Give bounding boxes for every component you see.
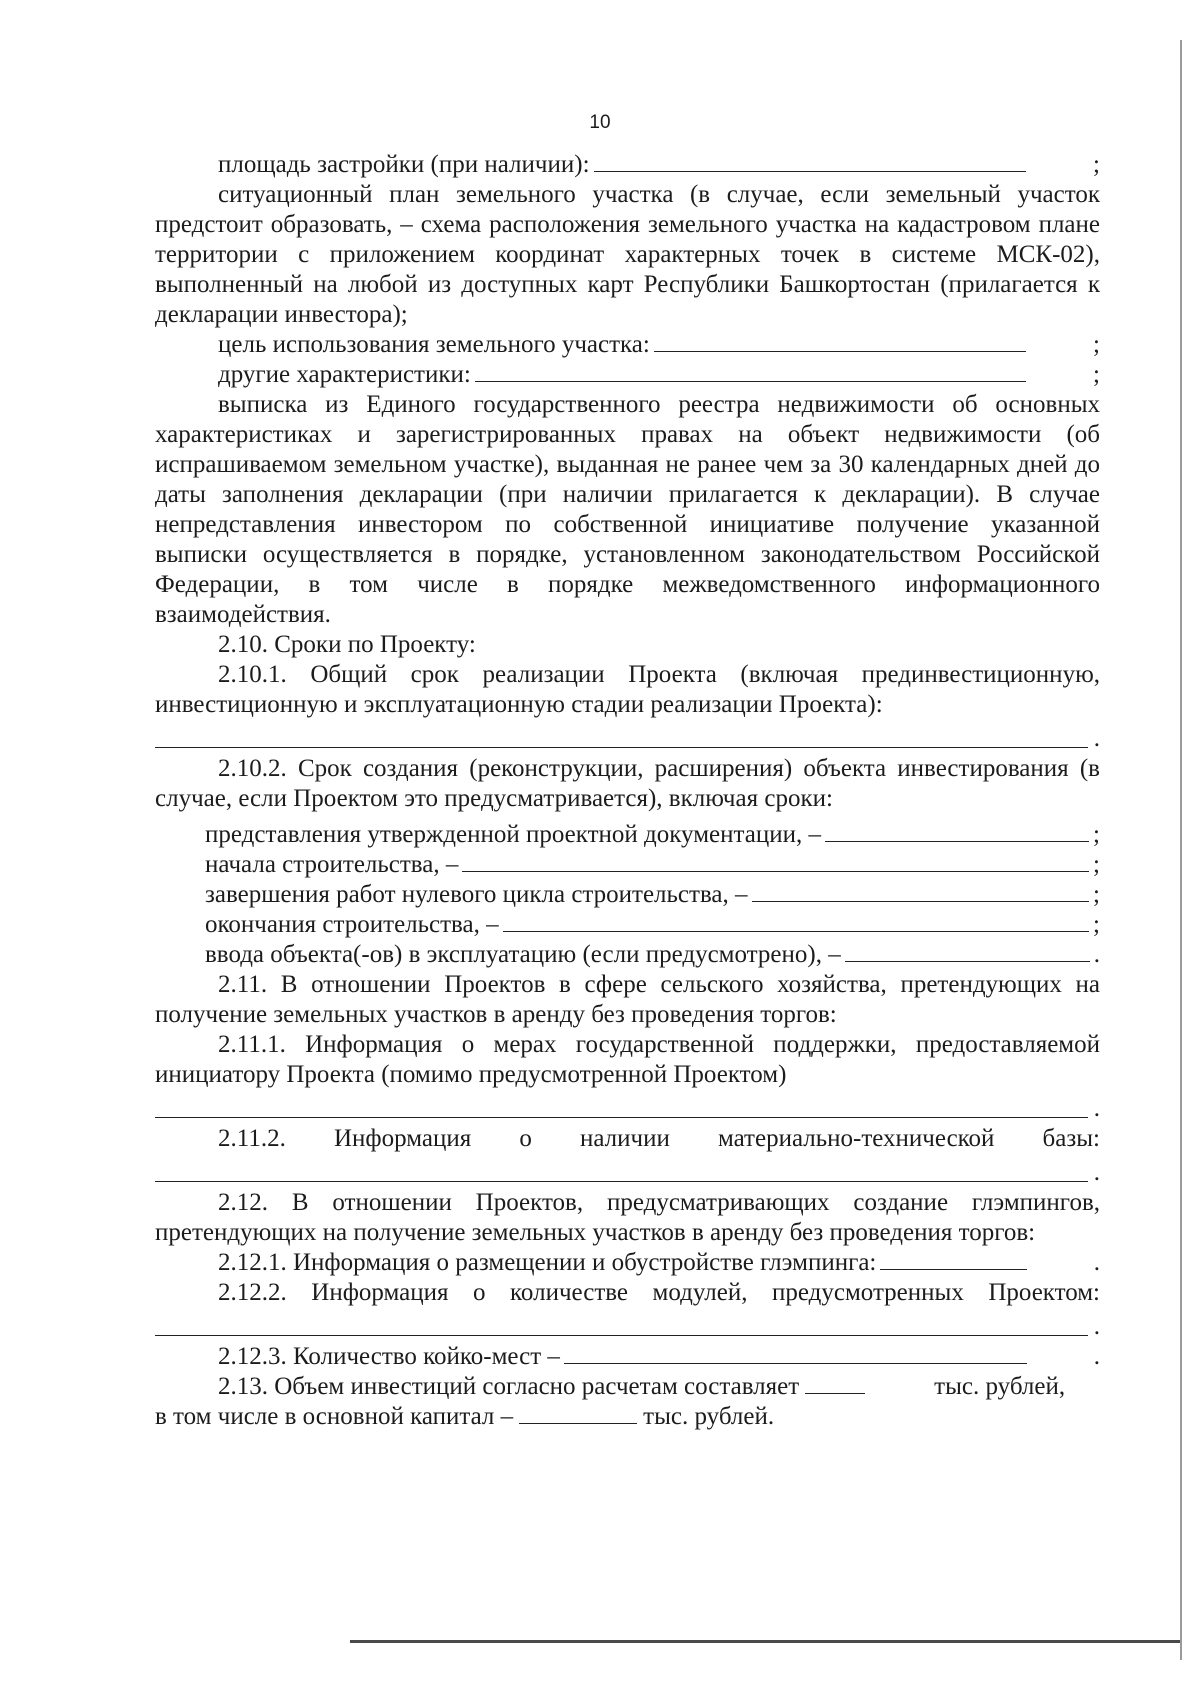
scan-bottom-line <box>350 1640 1180 1643</box>
punct: ; <box>1093 881 1100 908</box>
punct: . <box>1093 1313 1100 1340</box>
term-construction-start-blank <box>462 870 1089 872</box>
section-2-12-1-line <box>155 1248 1100 1278</box>
section-2-11-2-blank <box>155 1181 1088 1182</box>
punct: . <box>1093 725 1100 752</box>
punct: ; <box>1093 331 1100 358</box>
build-area-line <box>155 150 1100 180</box>
term-construction-start-line <box>155 850 1100 880</box>
investment-capital-blank <box>519 1422 637 1424</box>
term-construction-end-blank <box>503 930 1089 932</box>
section-2-13-line-2 <box>155 1402 1100 1432</box>
punct: ; <box>1093 851 1100 878</box>
section-2-13-capital-unit: тыс. рублей. <box>643 1403 775 1430</box>
punct: ; <box>1093 821 1100 848</box>
section-2-10-2: 2.10.2. Срок создания (реконструкции, расширения) объекта инвестирования (в случае, если Проектом это предусматривается), включая сроки: <box>155 755 1100 812</box>
purpose-line <box>155 330 1100 360</box>
punct: . <box>1093 941 1100 968</box>
investment-total-blank <box>805 1392 865 1394</box>
build-area-blank <box>594 170 1027 172</box>
purpose-blank <box>654 350 1026 352</box>
section-2-13-label: 2.13. Объем инвестиций согласно расчетам составляет <box>218 1373 800 1400</box>
other-characteristics-label: другие характеристики: <box>218 361 471 388</box>
punct: . <box>1093 1343 1100 1370</box>
term-commissioning-line <box>155 940 1100 970</box>
punct: . <box>1093 1159 1100 1186</box>
section-2-10-heading: 2.10. Сроки по Проекту: <box>218 631 476 658</box>
purpose-label: цель использования земельного участка: <box>218 331 650 358</box>
section-2-10-1: 2.10.1. Общий срок реализации Проекта (включая прединвестиционную, инвестиционную и эксплуатационную стадии реализации Проекта): <box>155 661 1100 718</box>
term-zero-cycle-line <box>155 880 1100 910</box>
section-2-13-line-1 <box>155 1372 1100 1402</box>
section-2-11-2: 2.11.2. Информация о наличии материально-технической базы: <box>218 1125 1100 1152</box>
punct: ; <box>1093 151 1100 178</box>
term-construction-end-line <box>155 910 1100 940</box>
section-2-12-3-line <box>155 1342 1100 1372</box>
section-2-12-2-blank-row <box>155 1308 1100 1342</box>
section-2-11-2-blank-row <box>155 1154 1100 1188</box>
section-2-12: 2.12. В отношении Проектов, предусматривающих создание глэмпингов, претендующих на получение земельных участков в аренду без проведения торгов: <box>155 1189 1100 1246</box>
section-2-12-1-blank <box>880 1268 1026 1270</box>
section-2-12-3-blank <box>564 1362 1027 1364</box>
other-characteristics-blank <box>475 380 1026 382</box>
term-zero-cycle-label: завершения работ нулевого цикла строительства, – <box>205 881 748 908</box>
term-commissioning-label: ввода объекта(-ов) в эксплуатацию (если предусмотрено), – <box>205 941 841 968</box>
section-2-11: 2.11. В отношении Проектов в сфере сельского хозяйства, претендующих на получение земельных участков в аренду без проведения торгов: <box>155 971 1100 1028</box>
punct: . <box>1093 1249 1100 1276</box>
egrn-paragraph: выписка из Единого государственного реестра недвижимости об основных характеристиках и зарегистрированных правах на объект недвижимости (об испрашиваемом земельном участке), выданная не ранее чем за 30 календарных дней до даты заполнения декларации (при наличии прилагается к декларации). В случае непредставления инвестором по собственной инициативе получение указанной выписки осуществляется в порядке, установленном законодательством Российской Федерации, в том числе в порядке межведомственного информационного взаимодействия. <box>155 391 1100 628</box>
build-area-label: площадь застройки (при наличии): <box>218 151 590 178</box>
term-project-docs-blank <box>825 840 1089 842</box>
term-zero-cycle-blank <box>752 900 1090 902</box>
section-2-12-3-label: 2.12.3. Количество койко-мест – <box>218 1343 560 1370</box>
section-2-12-1-label: 2.12.1. Информация о размещении и обустройстве глэмпинга: <box>218 1249 877 1276</box>
section-2-11-1-blank <box>155 1117 1088 1118</box>
section-2-11-1: 2.11.1. Информация о мерах государственной поддержки, предоставляемой инициатору Проекта (помимо предусмотренной Проектом) <box>155 1031 1100 1088</box>
section-2-12-2: 2.12.2. Информация о количестве модулей, предусмотренных Проектом: <box>218 1279 1100 1306</box>
situation-plan-paragraph: ситуационный план земельного участка (в случае, если земельный участок предстоит образовать, – схема расположения земельного участка на кадастровом плане территории с приложением координат характерных точек в системе МСК-02), выполненный на любой из доступных карт Республики Башкортостан (прилагается к декларации инвестора); <box>155 181 1100 328</box>
term-construction-start-label: начала строительства, – <box>205 851 459 878</box>
section-2-11-1-blank-row <box>155 1090 1100 1124</box>
section-2-13-capital-label: в том числе в основной капитал – <box>155 1403 514 1430</box>
term-project-docs-line <box>155 820 1100 850</box>
document-body <box>155 150 1100 1432</box>
section-2-13-unit: тыс. рублей, <box>934 1373 1066 1400</box>
term-project-docs-label: представления утвержденной проектной документации, – <box>205 821 821 848</box>
section-2-10-1-blank <box>155 747 1088 748</box>
punct: . <box>1093 1095 1100 1122</box>
page-number: 10 <box>589 112 611 133</box>
section-2-10-1-blank-row <box>155 720 1100 754</box>
section-2-12-2-blank <box>155 1335 1088 1336</box>
term-commissioning-blank <box>845 960 1090 962</box>
other-characteristics-line <box>155 360 1100 390</box>
scan-edge-line <box>1180 40 1182 1660</box>
term-construction-end-label: окончания строительства, – <box>205 911 499 938</box>
punct: ; <box>1093 911 1100 938</box>
punct: ; <box>1093 361 1100 388</box>
